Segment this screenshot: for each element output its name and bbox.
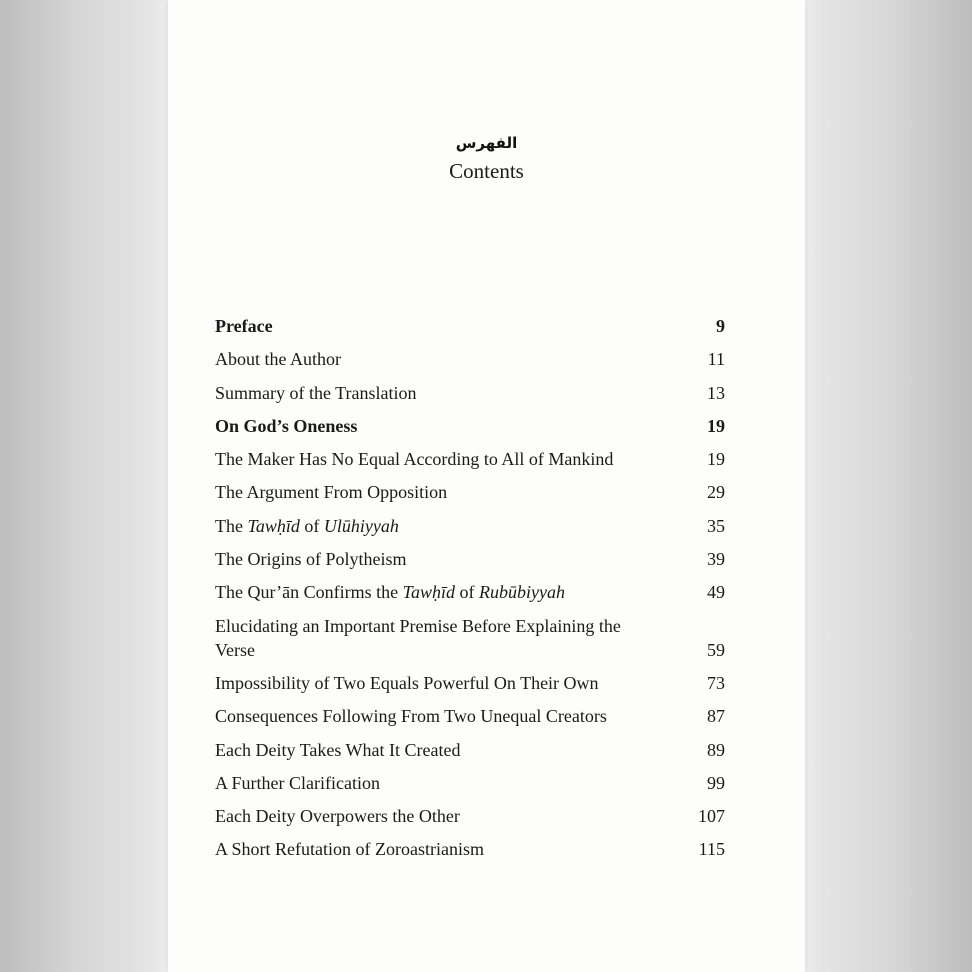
toc-entry-page-number: 73	[707, 672, 725, 693]
toc-entry-page-number: 87	[707, 706, 725, 727]
toc-entry	[215, 580, 725, 604]
toc-entry-page-number: 107	[698, 806, 725, 827]
toc-entry-title-text: About the Author	[215, 349, 341, 370]
toc-entry-title-text: The Qur’ān Confirms the	[215, 582, 403, 603]
toc-entry-title-text: The Argument From Opposition	[215, 482, 448, 503]
toc-entry-page-number: 13	[707, 382, 725, 403]
toc-entry-page-number: 29	[707, 482, 725, 503]
toc-entry-page-number: 89	[707, 739, 725, 760]
toc-entry-page-number: 49	[707, 582, 725, 603]
toc-entry	[215, 447, 725, 471]
table-of-contents	[215, 314, 725, 871]
toc-entry-title	[215, 614, 675, 662]
toc-entry-title	[215, 771, 685, 795]
toc-entry-title-text: A Further Clarification	[215, 772, 380, 793]
toc-entry-title-text: Each Deity Takes What It Created	[215, 739, 461, 760]
toc-entry-title-italic: Ulūhiyyah	[323, 515, 399, 536]
toc-entry-title-text: Each Deity Overpowers the Other	[215, 806, 460, 827]
toc-entry-title	[215, 347, 685, 371]
book-page	[168, 0, 805, 972]
toc-entry-title	[215, 671, 685, 695]
toc-entry-title-text: of	[299, 515, 324, 536]
toc-entry	[215, 347, 725, 371]
contents-heading-arabic: الفهرس	[455, 134, 518, 152]
toc-entry-page-number: 39	[707, 549, 725, 570]
toc-entry-page-number: 11	[707, 349, 725, 370]
toc-entry	[215, 614, 725, 662]
toc-entry-title-text: On God’s Oneness	[215, 415, 358, 436]
toc-entry-title	[215, 514, 685, 538]
toc-entry	[215, 547, 725, 571]
toc-entry	[215, 738, 725, 762]
toc-entry-title	[215, 414, 685, 438]
toc-entry-title	[215, 447, 685, 471]
toc-entry-title-text: Consequences Following From Two Unequal Creators	[215, 706, 607, 727]
toc-entry-page-number: 19	[707, 415, 725, 436]
toc-entry-page-number: 59	[707, 639, 725, 660]
toc-entry	[215, 381, 725, 405]
toc-entry	[215, 480, 725, 504]
toc-entry-title-text: A Short Refutation of Zoroastrianism	[215, 839, 484, 860]
toc-entry	[215, 837, 725, 861]
toc-entry-page-number: 35	[707, 515, 725, 536]
toc-entry	[215, 514, 725, 538]
toc-entry	[215, 771, 725, 795]
toc-entry-title-text: of	[455, 582, 479, 603]
toc-entry-title-text: Impossibility of Two Equals Powerful On Their Own	[215, 672, 599, 693]
toc-entry-title	[215, 381, 685, 405]
toc-entry-title-italic: Tawḥīd	[402, 582, 455, 603]
toc-entry-title	[215, 837, 685, 861]
toc-entry-title	[215, 704, 685, 728]
toc-entry-title	[215, 547, 685, 571]
toc-entry-title-text: Elucidating an Important Premise Before Explaining the Verse	[215, 615, 621, 660]
toc-entry-title	[215, 580, 685, 604]
toc-entry	[215, 671, 725, 695]
contents-heading: Contents	[449, 159, 524, 183]
toc-entry-title	[215, 314, 685, 338]
toc-entry	[215, 414, 725, 438]
toc-entry-title-italic: Rubūbiyyah	[479, 582, 565, 603]
toc-entry-title-text: The Origins of Polytheism	[215, 549, 407, 570]
toc-entry-page-number: 19	[707, 449, 725, 470]
toc-entry-title-italic: Tawḥīd	[247, 515, 300, 536]
toc-entry	[215, 314, 725, 338]
toc-entry	[215, 704, 725, 728]
toc-entry-title-text: Summary of the Translation	[215, 382, 417, 403]
toc-entry-page-number: 99	[707, 772, 725, 793]
toc-entry-page-number: 9	[716, 316, 725, 336]
toc-entry	[215, 804, 725, 828]
toc-entry-page-number: 115	[698, 839, 725, 860]
toc-entry-title-text: Preface	[215, 316, 273, 336]
toc-entry-title	[215, 738, 685, 762]
toc-entry-title-text: The	[215, 515, 248, 536]
toc-entry-title	[215, 480, 685, 504]
toc-entry-title	[215, 804, 685, 828]
toc-entry-title-text: The Maker Has No Equal According to All of Mankind	[215, 449, 614, 470]
